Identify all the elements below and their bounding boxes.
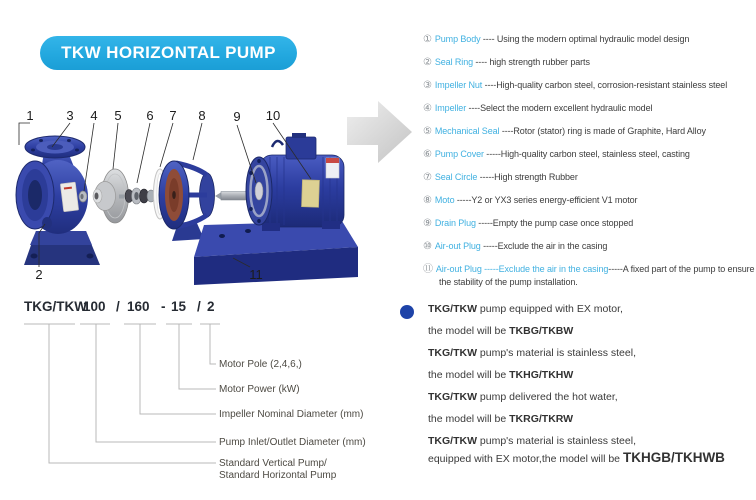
parts-list-item-1 <box>423 33 756 46</box>
drain-plug <box>42 217 52 229</box>
pump-body <box>16 136 100 265</box>
label-standard-vertical: Standard Vertical Pump/ <box>219 458 327 469</box>
item-2-desc: ---- high strength rubber parts <box>473 57 590 67</box>
item-11-name: Air-out Plug <box>435 264 482 274</box>
model-token-dash: - <box>161 299 166 314</box>
impeller-nut <box>79 191 87 202</box>
model-token-pole: 2 <box>207 299 215 314</box>
callout-2: 2 <box>35 267 43 282</box>
arrow-right-icon <box>347 101 412 163</box>
item-4-desc: ----Select the modern excellent hydraulic model <box>466 103 653 113</box>
parts-list-item-5 <box>423 125 756 138</box>
item-11-desc: -----A fixed part of the pump to ensure the stability of the pump installation. <box>439 264 755 287</box>
item-6-desc: -----High-quality carbon steel, stainless steel, casting <box>483 149 690 159</box>
item-2-number: ② <box>423 57 432 68</box>
note-line-1: TKG/TKW pump equipped with EX motor, <box>428 303 623 315</box>
item-5-name: Mechanical Seal <box>434 126 500 136</box>
parts-list-item-10 <box>423 240 756 253</box>
item-10-number: ⑩ <box>423 241 432 252</box>
item-6-name: Pump Cover <box>434 149 484 159</box>
item-7-name: Seal Circle <box>434 172 478 182</box>
callout-3: 3 <box>66 108 74 123</box>
model-token-power: 15 <box>171 299 187 314</box>
model-code-lines <box>24 324 220 463</box>
label-inlet-outlet: Pump Inlet/Outlet Diameter (mm) <box>219 437 366 448</box>
page-title: TKW HORIZONTAL PUMP <box>61 43 276 62</box>
item-6-number: ⑥ <box>423 149 432 160</box>
item-9-desc: -----Empty the pump case once stopped <box>475 218 634 228</box>
title-banner <box>40 36 297 70</box>
parts-list-item-9 <box>423 217 756 230</box>
callout-9: 9 <box>233 109 241 124</box>
model-token-inlet: 100 <box>83 299 106 314</box>
callout-7: 7 <box>169 108 177 123</box>
item-9-number: ⑨ <box>423 218 432 229</box>
model-variant-notes <box>398 303 756 475</box>
bullet-icon <box>400 305 414 319</box>
callout-10: 10 <box>265 108 281 123</box>
label-standard-horizontal: Standard Horizontal Pump <box>219 470 337 481</box>
item-1-number: ① <box>423 34 432 45</box>
note-line-8: equipped with EX motor,the model will be TKHGB/TKHWB <box>428 450 725 465</box>
notes-text-block <box>428 303 756 466</box>
item-3-desc: ----High-quality carbon steel, corrosion-resistant stainless steel <box>482 80 728 90</box>
item-1-name: Pump Body <box>434 34 481 44</box>
item-9-name: Drain Plug <box>434 218 476 228</box>
model-token-impeller: 160 <box>127 299 150 314</box>
parts-list-item-7 <box>423 171 756 184</box>
callout-8: 8 <box>198 108 206 123</box>
item-11-number: ⑪ <box>423 264 433 275</box>
parts-list-item-3 <box>423 79 756 92</box>
item-10-desc: -----Exclude the air in the casing <box>480 241 608 251</box>
parts-list-item-11 <box>423 263 756 289</box>
callout-1: 1 <box>26 108 34 123</box>
model-token-slash1: / <box>116 299 120 314</box>
item-1-desc: ---- Using the modern optimal hydraulic model design <box>480 34 690 44</box>
callout-11: 11 <box>249 267 263 282</box>
exploded-pump-diagram <box>10 95 430 299</box>
item-2-name: Seal Ring <box>434 57 473 67</box>
item-5-desc: ----Rotor (stator) ring is made of Graphite, Hard Alloy <box>499 126 706 136</box>
note-line-2: the model will be TKBG/TKBW <box>428 325 574 337</box>
parts-list <box>423 33 756 299</box>
parts-list-item-2 <box>423 56 756 69</box>
item-11-blue-desc: -----Exclude the air in the casing <box>481 264 609 274</box>
label-impeller-diameter: Impeller Nominal Diameter (mm) <box>219 409 364 420</box>
callout-5: 5 <box>114 108 122 123</box>
parts-list-item-8 <box>423 194 756 207</box>
note-line-6: the model will be TKRG/TKRW <box>428 413 574 425</box>
parts-list-item-6 <box>423 148 756 161</box>
item-4-number: ④ <box>423 103 432 114</box>
item-8-name: Moto <box>434 195 455 205</box>
item-7-desc: -----High strength Rubber <box>477 172 578 182</box>
model-token-series: TKG/TKW <box>24 299 87 314</box>
parts-list-item-4 <box>423 102 756 115</box>
note-line-7: TKG/TKW pump's material is stainless steel, <box>428 435 636 447</box>
callout-4: 4 <box>90 108 98 123</box>
item-7-number: ⑦ <box>423 172 432 183</box>
label-motor-power: Motor Power (kW) <box>219 384 300 395</box>
callout-6: 6 <box>146 108 154 123</box>
motor <box>246 133 344 231</box>
item-3-name: Impeller Nut <box>434 80 483 90</box>
note-line-4: the model will be TKHG/TKHW <box>428 369 574 381</box>
item-10-name: Air-out Plug <box>434 241 481 251</box>
model-token-slash2: / <box>197 299 201 314</box>
item-4-name: Impeller <box>434 103 467 113</box>
note-line-5: TKG/TKW pump delivered the hot water, <box>428 391 618 403</box>
model-code-diagram <box>20 296 370 492</box>
item-8-desc: -----Y2 or YX3 series energy-efficient V1 motor <box>454 195 638 205</box>
item-8-number: ⑧ <box>423 195 432 206</box>
label-motor-pole: Motor Pole (2,4,6,) <box>219 359 302 370</box>
note-line-3: TKG/TKW pump's material is stainless steel, <box>428 347 636 359</box>
item-3-number: ③ <box>423 80 432 91</box>
item-5-number: ⑤ <box>423 126 432 137</box>
